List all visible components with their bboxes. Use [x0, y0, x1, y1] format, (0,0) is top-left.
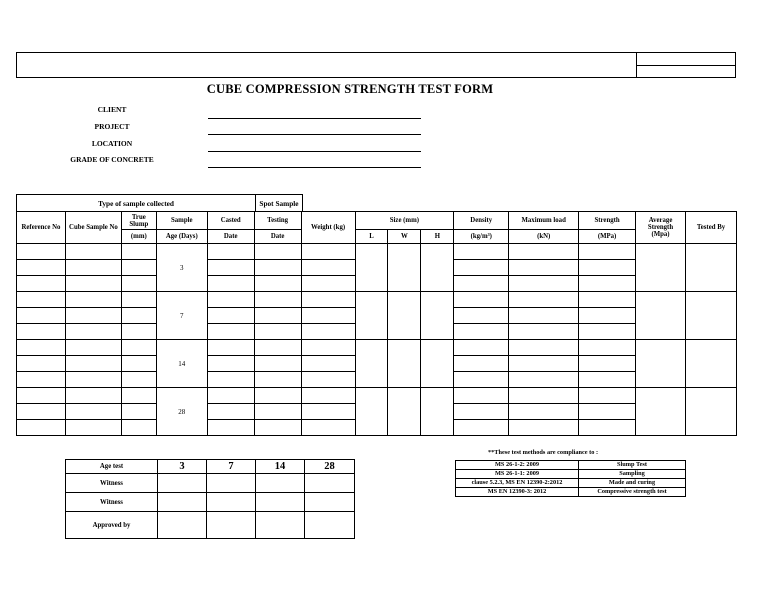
age-days-cell: 7 — [156, 292, 207, 340]
testing-date-cell[interactable] — [254, 260, 301, 276]
density-cell[interactable] — [454, 244, 509, 260]
age-days-cell: 3 — [156, 244, 207, 292]
purpose-1: Slump Test — [579, 461, 686, 470]
weight-cell[interactable] — [301, 388, 355, 404]
avg-strength-cell[interactable] — [636, 388, 686, 436]
reference-cell[interactable] — [17, 356, 66, 372]
max-load-cell[interactable] — [509, 308, 579, 324]
size-l-cell[interactable] — [355, 292, 388, 340]
reference-cell[interactable] — [17, 308, 66, 324]
witness-cell[interactable] — [158, 493, 207, 512]
weight-cell[interactable] — [301, 292, 355, 308]
project-field[interactable] — [208, 134, 421, 135]
slump-cell[interactable] — [121, 260, 156, 276]
testing-date-cell[interactable] — [254, 292, 301, 308]
col-testing: Testing — [254, 212, 301, 230]
tested-by-cell[interactable] — [685, 340, 736, 388]
casted-date-cell[interactable] — [207, 324, 254, 340]
col-true-slump: True Slump — [121, 212, 156, 230]
col-casted-unit: Date — [207, 230, 254, 244]
cube-sample-cell[interactable] — [65, 324, 121, 340]
cube-sample-cell[interactable] — [65, 404, 121, 420]
slump-cell[interactable] — [121, 244, 156, 260]
weight-cell[interactable] — [301, 372, 355, 388]
approval-cell[interactable] — [256, 512, 305, 539]
casted-date-cell[interactable] — [207, 404, 254, 420]
table-row — [17, 244, 737, 260]
age-14: 14 — [256, 460, 305, 474]
cube-sample-cell[interactable] — [65, 420, 121, 436]
witness-cell[interactable] — [305, 493, 355, 512]
weight-cell[interactable] — [301, 324, 355, 340]
approved-by-label: Approved by — [66, 512, 158, 539]
age-3: 3 — [158, 460, 207, 474]
standard-2: MS 26-1-1: 2009 — [456, 470, 579, 479]
col-size-w: W — [388, 230, 421, 244]
casted-date-cell[interactable] — [207, 388, 254, 404]
reference-cell[interactable] — [17, 292, 66, 308]
strength-cell[interactable] — [579, 308, 636, 324]
spot-sample-label[interactable]: Spot Sample — [256, 195, 303, 212]
witness-cell[interactable] — [305, 474, 355, 493]
max-load-cell[interactable] — [509, 276, 579, 292]
casted-date-cell[interactable] — [207, 372, 254, 388]
testing-date-cell[interactable] — [254, 420, 301, 436]
density-cell[interactable] — [454, 324, 509, 340]
col-reference-no: Reference No — [17, 212, 66, 244]
weight-cell[interactable] — [301, 420, 355, 436]
col-tested-by: Tested By — [685, 212, 736, 244]
col-true-slump-unit: (mm) — [121, 230, 156, 244]
slump-cell[interactable] — [121, 340, 156, 356]
age-table — [65, 459, 355, 539]
avg-strength-cell[interactable] — [636, 292, 686, 340]
slump-cell[interactable] — [121, 372, 156, 388]
age-28: 28 — [305, 460, 355, 474]
weight-cell[interactable] — [301, 276, 355, 292]
col-density-unit: (kg/m³) — [454, 230, 509, 244]
compliance-table — [455, 460, 686, 497]
avg-strength-label: Average Strength — [647, 217, 674, 231]
purpose-4: Compressive strength test — [579, 488, 686, 497]
strength-cell[interactable] — [579, 388, 636, 404]
witness-cell[interactable] — [207, 493, 256, 512]
strength-cell[interactable] — [579, 340, 636, 356]
cube-sample-cell[interactable] — [65, 372, 121, 388]
size-w-cell[interactable] — [388, 340, 421, 388]
slump-cell[interactable] — [121, 404, 156, 420]
col-testing-unit: Date — [254, 230, 301, 244]
density-cell[interactable] — [454, 292, 509, 308]
casted-date-cell[interactable] — [207, 244, 254, 260]
reference-cell[interactable] — [17, 244, 66, 260]
density-cell[interactable] — [454, 260, 509, 276]
max-load-cell[interactable] — [509, 404, 579, 420]
testing-date-cell[interactable] — [254, 356, 301, 372]
witness-cell[interactable] — [158, 474, 207, 493]
cube-sample-cell[interactable] — [65, 244, 121, 260]
testing-date-cell[interactable] — [254, 308, 301, 324]
weight-cell[interactable] — [301, 340, 355, 356]
header-split — [636, 65, 736, 66]
standard-3: clause 5.2.3, MS EN 12390-2:2012 — [456, 479, 579, 488]
reference-cell[interactable] — [17, 340, 66, 356]
location-label: LOCATION — [91, 139, 133, 148]
slump-cell[interactable] — [121, 292, 156, 308]
max-load-cell[interactable] — [509, 372, 579, 388]
testing-date-cell[interactable] — [254, 340, 301, 356]
col-strength: Strength — [579, 212, 636, 230]
slump-cell[interactable] — [121, 356, 156, 372]
weight-cell[interactable] — [301, 404, 355, 420]
col-max-load-unit: (kN) — [509, 230, 579, 244]
col-max-load: Maximum load — [509, 212, 579, 230]
max-load-cell[interactable] — [509, 292, 579, 308]
col-casted: Casted — [207, 212, 254, 230]
slump-cell[interactable] — [121, 420, 156, 436]
sample-type-label: Type of sample collected — [17, 195, 256, 212]
cube-sample-cell[interactable] — [65, 276, 121, 292]
client-field[interactable] — [208, 118, 421, 119]
strength-cell[interactable] — [579, 372, 636, 388]
weight-cell[interactable] — [301, 356, 355, 372]
cube-sample-cell[interactable] — [65, 260, 121, 276]
slump-cell[interactable] — [121, 276, 156, 292]
cube-sample-cell[interactable] — [65, 388, 121, 404]
casted-date-cell[interactable] — [207, 356, 254, 372]
project-label: PROJECT — [94, 122, 130, 131]
max-load-cell[interactable] — [509, 356, 579, 372]
casted-date-cell[interactable] — [207, 260, 254, 276]
cube-sample-cell[interactable] — [65, 292, 121, 308]
form-title: CUBE COMPRESSION STRENGTH TEST FORM — [206, 82, 494, 96]
avg-strength-cell[interactable] — [636, 340, 686, 388]
strength-cell[interactable] — [579, 324, 636, 340]
size-h-cell[interactable] — [421, 388, 454, 436]
size-l-cell[interactable] — [355, 340, 388, 388]
col-size-h: H — [421, 230, 454, 244]
reference-cell[interactable] — [17, 276, 66, 292]
max-load-cell[interactable] — [509, 244, 579, 260]
density-cell[interactable] — [454, 340, 509, 356]
test-table — [16, 211, 737, 436]
witness-cell[interactable] — [207, 474, 256, 493]
size-w-cell[interactable] — [388, 292, 421, 340]
max-load-cell[interactable] — [509, 260, 579, 276]
header-box — [16, 52, 736, 78]
col-sample-unit: Age (Days) — [156, 230, 207, 244]
strength-cell[interactable] — [579, 404, 636, 420]
col-avg-strength — [636, 212, 686, 244]
client-label: CLIENT — [97, 105, 127, 114]
col-sample: Sample — [156, 212, 207, 230]
tested-by-cell[interactable] — [685, 388, 736, 436]
size-h-cell[interactable] — [421, 244, 454, 292]
weight-cell[interactable] — [301, 260, 355, 276]
age-test-label: Age test — [66, 460, 158, 474]
table-row — [17, 340, 737, 356]
casted-date-cell[interactable] — [207, 308, 254, 324]
slump-cell[interactable] — [121, 324, 156, 340]
table-row — [17, 388, 737, 404]
sample-type-table — [16, 194, 303, 212]
testing-date-cell[interactable] — [254, 372, 301, 388]
col-strength-unit: (MPa) — [579, 230, 636, 244]
testing-date-cell[interactable] — [254, 388, 301, 404]
col-cube-sample-no: Cube Sample No — [65, 212, 121, 244]
size-h-cell[interactable] — [421, 340, 454, 388]
casted-date-cell[interactable] — [207, 276, 254, 292]
grade-label: GRADE OF CONCRETE — [70, 155, 154, 164]
density-cell[interactable] — [454, 388, 509, 404]
avg-strength-unit: (Mpa) — [651, 231, 670, 238]
cube-sample-cell[interactable] — [65, 340, 121, 356]
cube-sample-cell[interactable] — [65, 308, 121, 324]
max-load-cell[interactable] — [509, 420, 579, 436]
standard-4: MS EN 12390-3: 2012 — [456, 488, 579, 497]
max-load-cell[interactable] — [509, 388, 579, 404]
col-weight: Weight (kg) — [301, 212, 355, 244]
strength-cell[interactable] — [579, 260, 636, 276]
witness-label-1: Witness — [66, 474, 158, 493]
testing-date-cell[interactable] — [254, 324, 301, 340]
table-row — [17, 292, 737, 308]
approval-cell[interactable] — [207, 512, 256, 539]
strength-cell[interactable] — [579, 244, 636, 260]
grade-field[interactable] — [208, 167, 421, 168]
location-field[interactable] — [208, 151, 421, 152]
compliance-note: **These test methods are compliance to : — [488, 449, 599, 456]
purpose-2: Sampling — [579, 470, 686, 479]
density-cell[interactable] — [454, 276, 509, 292]
age-days-cell: 28 — [156, 388, 207, 436]
reference-cell[interactable] — [17, 372, 66, 388]
col-size: Size (mm) — [355, 212, 454, 230]
size-l-cell[interactable] — [355, 244, 388, 292]
strength-cell[interactable] — [579, 356, 636, 372]
slump-cell[interactable] — [121, 388, 156, 404]
approval-cell[interactable] — [158, 512, 207, 539]
approval-cell[interactable] — [305, 512, 355, 539]
size-l-cell[interactable] — [355, 388, 388, 436]
density-cell[interactable] — [454, 372, 509, 388]
reference-cell[interactable] — [17, 388, 66, 404]
purpose-3: Made and curing — [579, 479, 686, 488]
testing-date-cell[interactable] — [254, 404, 301, 420]
density-cell[interactable] — [454, 420, 509, 436]
weight-cell[interactable] — [301, 308, 355, 324]
age-7: 7 — [207, 460, 256, 474]
strength-cell[interactable] — [579, 292, 636, 308]
density-cell[interactable] — [454, 356, 509, 372]
casted-date-cell[interactable] — [207, 292, 254, 308]
age-days-cell: 14 — [156, 340, 207, 388]
avg-strength-cell[interactable] — [636, 244, 686, 292]
reference-cell[interactable] — [17, 420, 66, 436]
col-density: Density — [454, 212, 509, 230]
reference-cell[interactable] — [17, 324, 66, 340]
tested-by-cell[interactable] — [685, 292, 736, 340]
testing-date-cell[interactable] — [254, 244, 301, 260]
col-size-l: L — [355, 230, 388, 244]
weight-cell[interactable] — [301, 244, 355, 260]
size-h-cell[interactable] — [421, 292, 454, 340]
size-w-cell[interactable] — [388, 244, 421, 292]
max-load-cell[interactable] — [509, 340, 579, 356]
witness-cell[interactable] — [256, 474, 305, 493]
reference-cell[interactable] — [17, 260, 66, 276]
witness-cell[interactable] — [256, 493, 305, 512]
testing-date-cell[interactable] — [254, 276, 301, 292]
casted-date-cell[interactable] — [207, 420, 254, 436]
density-cell[interactable] — [454, 404, 509, 420]
density-cell[interactable] — [454, 308, 509, 324]
standard-1: MS 26-1-2: 2009 — [456, 461, 579, 470]
casted-date-cell[interactable] — [207, 340, 254, 356]
max-load-cell[interactable] — [509, 324, 579, 340]
reference-cell[interactable] — [17, 404, 66, 420]
strength-cell[interactable] — [579, 276, 636, 292]
cube-sample-cell[interactable] — [65, 356, 121, 372]
size-w-cell[interactable] — [388, 388, 421, 436]
slump-cell[interactable] — [121, 308, 156, 324]
strength-cell[interactable] — [579, 420, 636, 436]
tested-by-cell[interactable] — [685, 244, 736, 292]
witness-label-2: Witness — [66, 493, 158, 512]
